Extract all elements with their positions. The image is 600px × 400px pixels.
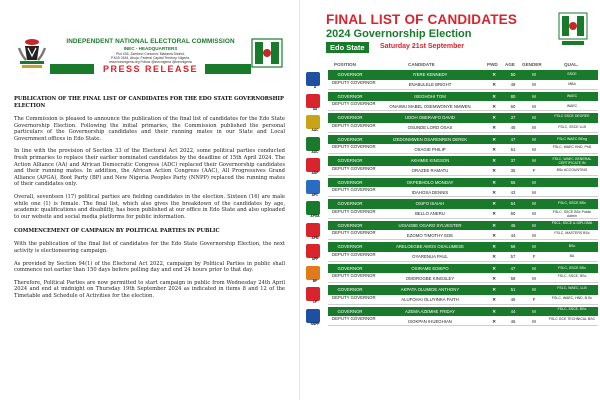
candidate-table xyxy=(306,70,598,328)
cell-gender: M xyxy=(532,222,536,228)
cell-age: 46 xyxy=(510,318,516,324)
cell-candidate-name: ISEGHOHI TOM xyxy=(414,93,446,99)
cell-gender: M xyxy=(532,201,536,206)
cell-gender: M xyxy=(532,103,536,109)
cell-position: GOVERNOR xyxy=(337,136,363,142)
party-group xyxy=(306,135,598,155)
release-paragraph: Overall, seventeen (17) political parties are fielding candidates in the election. Sixteen (16) are male while one (1) is female. The final list, which also gives the breakdown of the candidates by age, academic qualifications and disability, has been published at our office in Edo State and also uploaded to our website and social media platforms for public information. xyxy=(14,193,285,220)
candidate-list-page xyxy=(300,0,600,400)
cell-age: 56 xyxy=(510,244,516,249)
cell-age: 51 xyxy=(510,287,516,292)
cell-qualification: FSLC, WAEC GENERAL CERTIFICATE IN xyxy=(552,156,592,165)
cell-pwd: ✕ xyxy=(492,179,496,185)
cell-gender: M xyxy=(532,146,536,152)
cell-age: 44 xyxy=(510,308,516,314)
table-row xyxy=(328,231,598,241)
release-paragraph: With the publication of the final list of candidates for the Edo State Governorship Election, the next activity is electioneering campaign. xyxy=(14,241,285,254)
list-title: FINAL LIST OF CANDIDATES xyxy=(326,12,518,27)
table-row xyxy=(328,166,598,176)
release-title: PUBLICATION OF THE FINAL LIST OF CANDIDATES FOR THE EDO STATE GOVERNORSHIP ELECTION xyxy=(14,96,284,109)
cell-position: GOVERNOR xyxy=(337,265,363,271)
header-position: POSITION xyxy=(334,62,356,67)
cell-qualification: MBA xyxy=(568,82,576,86)
table-row xyxy=(328,264,598,274)
party-abbreviation: ADP xyxy=(311,171,319,175)
party-logo-icon xyxy=(306,201,320,215)
cell-position: DEPUTY GOVERNOR xyxy=(332,122,376,128)
cell-position: DEPUTY GOVERNOR xyxy=(332,101,376,107)
cell-candidate-name: IZEDONMWEN OSARENREN DEREK xyxy=(392,136,468,142)
cell-position: GOVERNOR xyxy=(337,158,363,163)
cell-position: GOVERNOR xyxy=(337,222,363,228)
cell-age: 57 xyxy=(510,254,516,259)
cell-age: 50 xyxy=(510,72,516,77)
header-candidate: CANDIDATE xyxy=(408,62,435,67)
table-row xyxy=(328,221,598,231)
party-logo-icon xyxy=(306,72,320,86)
cell-pwd: ✕ xyxy=(492,189,496,195)
table-row xyxy=(328,113,598,123)
cell-age: 64 xyxy=(510,201,516,206)
cell-candidate-name: EZOMO TIMOTHY EDE xyxy=(406,232,454,238)
cell-age: 58 xyxy=(510,275,516,281)
party-group xyxy=(306,199,598,219)
address-line: P.M.B 0184, Abuja, Federal Capital Territory, Nigeria. xyxy=(111,56,190,60)
cell-qualification: WAEC xyxy=(566,103,578,108)
cell-gender: M xyxy=(532,287,536,292)
party-logo-icon xyxy=(306,266,320,280)
cell-candidate-name: IDAHOSA DENNIS xyxy=(411,189,449,195)
cell-qualification: WAEC xyxy=(566,93,578,98)
cell-candidate-name: OSIRAME EDIEPO xyxy=(411,265,449,271)
party-group xyxy=(306,70,598,90)
cell-candidate-name: OMOROGBE KINGSLEY xyxy=(405,275,455,281)
party-abbreviation: AA xyxy=(312,106,318,111)
cell-pwd: ✕ xyxy=(492,168,496,173)
party-logo-icon xyxy=(306,180,320,194)
cell-pwd: ✕ xyxy=(492,146,496,152)
cell-gender: M xyxy=(532,115,536,120)
cell-gender: M xyxy=(532,72,536,77)
cell-gender: M xyxy=(532,179,536,185)
election-title: 2024 Governorship Election xyxy=(326,28,472,40)
cell-position: GOVERNOR xyxy=(337,308,363,314)
party-abbreviation: APGA xyxy=(310,214,320,218)
cell-candidate-name: IYERE KENNEDY xyxy=(412,72,448,77)
cell-age: 45 xyxy=(510,222,516,228)
party-logo-icon xyxy=(306,223,320,237)
cell-candidate-name: UGIAGBE OGARO SYLVESTER xyxy=(398,222,462,228)
cell-qualification: FSLC, WAEC, HND, B.Sc xyxy=(551,295,593,300)
cell-age: 44 xyxy=(510,232,516,238)
cell-position: GOVERNOR xyxy=(337,72,363,77)
address-line: www.inecnigeria.org Follow @inecnigeria @inecnigeria xyxy=(109,60,192,64)
party-group xyxy=(306,178,598,198)
inec-logo-icon xyxy=(558,12,588,46)
cell-pwd: ✕ xyxy=(492,115,496,120)
table-row xyxy=(328,92,598,102)
cell-pwd: ✕ xyxy=(492,136,496,142)
cell-position: GOVERNOR xyxy=(337,93,363,99)
campaign-subheading: COMMENCEMENT OF CAMPAIGN BY POLITICAL PARTIES IN PUBLIC xyxy=(14,228,220,235)
release-paragraph: Therefore, Political Parties are now permitted to start campaign in public from Wednesday 24th April 2024 and end at midnight on Thursday 19th September 2024 as indicated in items 8 and 12 of the Timetable and Schedule of Activities for the election. xyxy=(14,279,285,299)
party-logo-icon xyxy=(306,244,320,258)
header-qual: QUAL. xyxy=(564,62,579,67)
cell-age: 55 xyxy=(510,179,516,185)
party-group xyxy=(306,264,598,284)
cell-position: DEPUTY GOVERNOR xyxy=(332,165,376,171)
header-pwd: PWD xyxy=(487,62,498,67)
cell-gender: M xyxy=(532,318,536,324)
cell-candidate-name: ARELOEGBE AMOS OSALUMESE xyxy=(395,244,465,249)
cell-pwd: ✕ xyxy=(492,82,496,87)
cell-age: 43 xyxy=(510,189,516,195)
party-logo-icon xyxy=(306,309,320,323)
cell-qualification: FSLC WAEC BEng xyxy=(557,136,587,141)
table-row xyxy=(328,145,598,155)
table-row xyxy=(328,274,598,284)
cell-gender: M xyxy=(532,232,536,238)
cell-qualification: FSLC, SSCE, BSc xyxy=(557,274,587,279)
cell-position: DEPUTY GOVERNOR xyxy=(332,251,376,257)
table-row xyxy=(328,242,598,252)
table-row xyxy=(328,70,598,80)
cell-qualification: FSLC, WAEC HND, PhD xyxy=(552,145,592,150)
cell-position: DEPUTY GOVERNOR xyxy=(332,79,376,85)
list-header xyxy=(300,0,600,60)
table-row xyxy=(328,317,598,327)
headquarters-label: INEC - HEADQUARTERS xyxy=(123,46,178,51)
release-paragraph: As provided by Section 94(1) of the Electoral Act 2022, campaign by Political Parties in public shall commence not earlier than 150 days before polling day and end 24 hours prior to that day. xyxy=(14,260,285,274)
cell-pwd: ✕ xyxy=(492,222,496,228)
cell-candidate-name: ALUFOHAI OLUYINKA FAITH xyxy=(401,297,459,302)
cell-gender: F xyxy=(532,254,536,259)
cell-qualification: FSLC, SSCE BSc Public Admin xyxy=(552,209,592,218)
cell-qualification: BSc ACCOUNTING xyxy=(556,168,588,172)
cell-qualification: FSLC, WAEC, LLB xyxy=(557,285,587,290)
party-logo-icon xyxy=(306,137,320,151)
cell-pwd: ✕ xyxy=(492,287,496,292)
cell-candidate-name: UDOH OBERAIFO DAVID xyxy=(404,115,456,120)
cell-pwd: ✕ xyxy=(492,211,496,216)
state-badge: Edo State xyxy=(326,42,369,53)
cell-candidate-name: ONAIWU MABEL OSEMWONYE NMWEN xyxy=(389,103,471,109)
party-abbreviation: NNPP xyxy=(310,321,320,326)
cell-age: 35 xyxy=(510,168,516,173)
cell-candidate-name: OSAGIE PHILIP xyxy=(414,146,446,152)
cell-gender: M xyxy=(532,308,536,314)
party-logo-icon xyxy=(306,94,320,108)
cell-gender: M xyxy=(532,93,536,99)
press-release-label: PRESS RELEASE xyxy=(102,64,199,74)
table-row xyxy=(328,156,598,166)
cell-gender: M xyxy=(532,189,536,195)
party-logo-icon xyxy=(306,115,320,129)
cell-candidate-name: OYARENUA PAUL xyxy=(412,254,448,259)
cell-qualification: FSLC, SSCE LLB xyxy=(558,125,586,129)
cell-gender: M xyxy=(532,82,536,87)
letterhead xyxy=(14,0,285,80)
cell-candidate-name: AZEMA AZEMHE FRIDAY xyxy=(404,308,456,314)
cell-position: DEPUTY GOVERNOR xyxy=(332,273,376,279)
table-row xyxy=(328,252,598,262)
header-age: AGE xyxy=(505,62,515,67)
cell-qualification: SSCE xyxy=(567,72,577,76)
cell-gender: F xyxy=(532,297,536,302)
cell-gender: M xyxy=(532,211,536,216)
cell-age: 80 xyxy=(510,93,516,99)
release-paragraph: The Commission is pleased to announce the publication of the final list of candidates for the Edo State Governorship Election. Following the initial primaries, the Commission published the personal particulars of the Governorship candidates and their running mates in our State and Local Government offices in Edo State. xyxy=(14,116,285,142)
cell-qualification: BA xyxy=(569,254,575,258)
cell-position: GOVERNOR xyxy=(337,287,363,292)
cell-qualification: FSCL, SSCE & DIPLOMA xyxy=(551,221,593,226)
party-abbreviation: A xyxy=(313,85,317,89)
cell-pwd: ✕ xyxy=(492,232,496,238)
cell-position: DEPUTY GOVERNOR xyxy=(332,316,376,322)
cell-candidate-name: BELLO ANERU xyxy=(415,211,445,216)
cell-qualification: FSLC, MASTERS BSc xyxy=(554,231,590,236)
cell-qualification: FSLC, SSCE, BSc xyxy=(557,307,587,312)
cell-age: 49 xyxy=(510,82,516,87)
cell-age: 60 xyxy=(510,211,516,216)
cell-candidate-name: AKHIMIE KINGSON xyxy=(410,158,450,163)
cell-gender: M xyxy=(532,136,536,142)
party-abbreviation: ADC xyxy=(311,149,319,154)
header-gender: GENDER xyxy=(522,62,542,67)
cell-pwd: ✕ xyxy=(492,265,496,271)
cell-position: GOVERNOR xyxy=(337,244,363,249)
party-abbreviation: LP xyxy=(312,300,318,304)
party-logo-icon xyxy=(306,158,320,172)
cell-pwd: ✕ xyxy=(492,158,496,163)
cell-age: 47 xyxy=(510,265,516,271)
inec-logo-icon xyxy=(251,38,283,68)
cell-pwd: ✕ xyxy=(492,254,496,259)
table-header xyxy=(330,61,598,69)
cell-qualification: FSLC, SSCE BSc xyxy=(558,201,586,205)
table-row xyxy=(328,135,598,145)
cell-gender: M xyxy=(532,244,536,249)
cell-gender: F xyxy=(532,168,536,173)
cell-candidate-name: OSUNDE LORD OSAS xyxy=(407,125,453,130)
cell-position: DEPUTY GOVERNOR xyxy=(332,187,376,193)
cell-age: 61 xyxy=(510,146,516,152)
cell-age: 47 xyxy=(510,136,516,142)
cell-age: 37 xyxy=(510,158,516,163)
cell-pwd: ✕ xyxy=(492,244,496,249)
cell-age: 46 xyxy=(510,297,516,302)
cell-gender: M xyxy=(532,158,536,163)
coat-of-arms-icon xyxy=(16,36,48,70)
party-abbreviation: BP xyxy=(312,278,318,283)
table-row xyxy=(328,285,598,295)
cell-candidate-name: OSIFO ISAIAH xyxy=(415,201,445,206)
cell-pwd: ✕ xyxy=(492,72,496,77)
commission-name: INDEPENDENT NATIONAL ELECTORAL COMMISSION xyxy=(66,38,235,45)
party-group xyxy=(306,221,598,241)
party-group xyxy=(306,113,598,133)
address-line: Plot 436, Zambezi Crescent, Maitama District, xyxy=(116,52,185,56)
cell-candidate-name: ORAZEE RAMATU xyxy=(411,168,449,173)
cell-pwd: ✕ xyxy=(492,308,496,314)
party-abbreviation: APC xyxy=(311,192,319,197)
cell-pwd: ✕ xyxy=(492,275,496,281)
election-date: Saturday 21st September xyxy=(380,43,465,50)
table-row xyxy=(328,295,598,305)
cell-candidate-name: ISOKPAN IHUEGHIAN xyxy=(408,318,452,324)
cell-qualification: FSLC, SSCE BSc xyxy=(558,265,586,270)
table-row xyxy=(328,307,598,317)
cell-pwd: ✕ xyxy=(492,201,496,206)
cell-pwd: ✕ xyxy=(492,297,496,302)
table-row xyxy=(328,209,598,219)
table-row xyxy=(328,80,598,90)
cell-candidate-name: AKPATA OLUMIDE ANTHONY xyxy=(400,287,460,292)
party-abbreviation: APM xyxy=(311,235,319,240)
cell-gender: M xyxy=(532,275,536,281)
cell-pwd: ✕ xyxy=(492,125,496,130)
cell-position: DEPUTY GOVERNOR xyxy=(332,294,376,300)
table-row xyxy=(328,123,598,133)
cell-pwd: ✕ xyxy=(492,103,496,109)
table-row xyxy=(328,102,598,112)
party-group xyxy=(306,92,598,112)
cell-gender: M xyxy=(532,125,536,130)
table-row xyxy=(328,188,598,198)
cell-qualification: BSc xyxy=(568,244,576,248)
party-group xyxy=(306,242,598,262)
cell-gender: M xyxy=(532,265,536,271)
cell-candidate-name: OKPEBHOLO MONDAY xyxy=(406,179,454,185)
party-group xyxy=(306,156,598,176)
cell-qualification: FSLC SSCE DEGREE xyxy=(554,113,590,118)
party-abbreviation: AAC xyxy=(311,128,319,132)
cell-position: GOVERNOR xyxy=(337,179,363,185)
cell-position: GOVERNOR xyxy=(337,115,363,120)
cell-position: DEPUTY GOVERNOR xyxy=(332,144,376,150)
table-row xyxy=(328,178,598,188)
party-group xyxy=(306,307,598,327)
table-row xyxy=(328,199,598,209)
cell-pwd: ✕ xyxy=(492,93,496,99)
cell-qualification: FSLC GCE TECHNICAL BSC xyxy=(548,317,596,322)
party-logo-icon xyxy=(306,287,320,301)
cell-pwd: ✕ xyxy=(492,318,496,324)
party-abbreviation: APP xyxy=(311,257,319,261)
release-paragraph: In line with the provision of Section 33 of the Electoral Act 2022, some political parties conducted fresh primaries to replace their earlier nominated candidates by the deadline of 15th April 2024. The Action Alliance (AA) and African Democratic Congress (ADC) replaced their Governorship candidates and their running mates. In addition, the African Action Congress (AAC), All Progressives Grand Alliance (APGA), Boot Party (BP) and New Nigeria Peoples Party (NNPP) replaced the running mates of their candidates only. xyxy=(14,148,285,188)
cell-age: 60 xyxy=(510,103,516,109)
cell-position: DEPUTY GOVERNOR xyxy=(332,230,376,236)
cell-position: DEPUTY GOVERNOR xyxy=(332,208,376,214)
party-group xyxy=(306,285,598,305)
cell-position: GOVERNOR xyxy=(337,201,363,206)
cell-age: 45 xyxy=(510,125,516,130)
cell-age: 37 xyxy=(510,115,516,120)
cell-candidate-name: ENABULELE BRIGHT xyxy=(408,82,452,87)
